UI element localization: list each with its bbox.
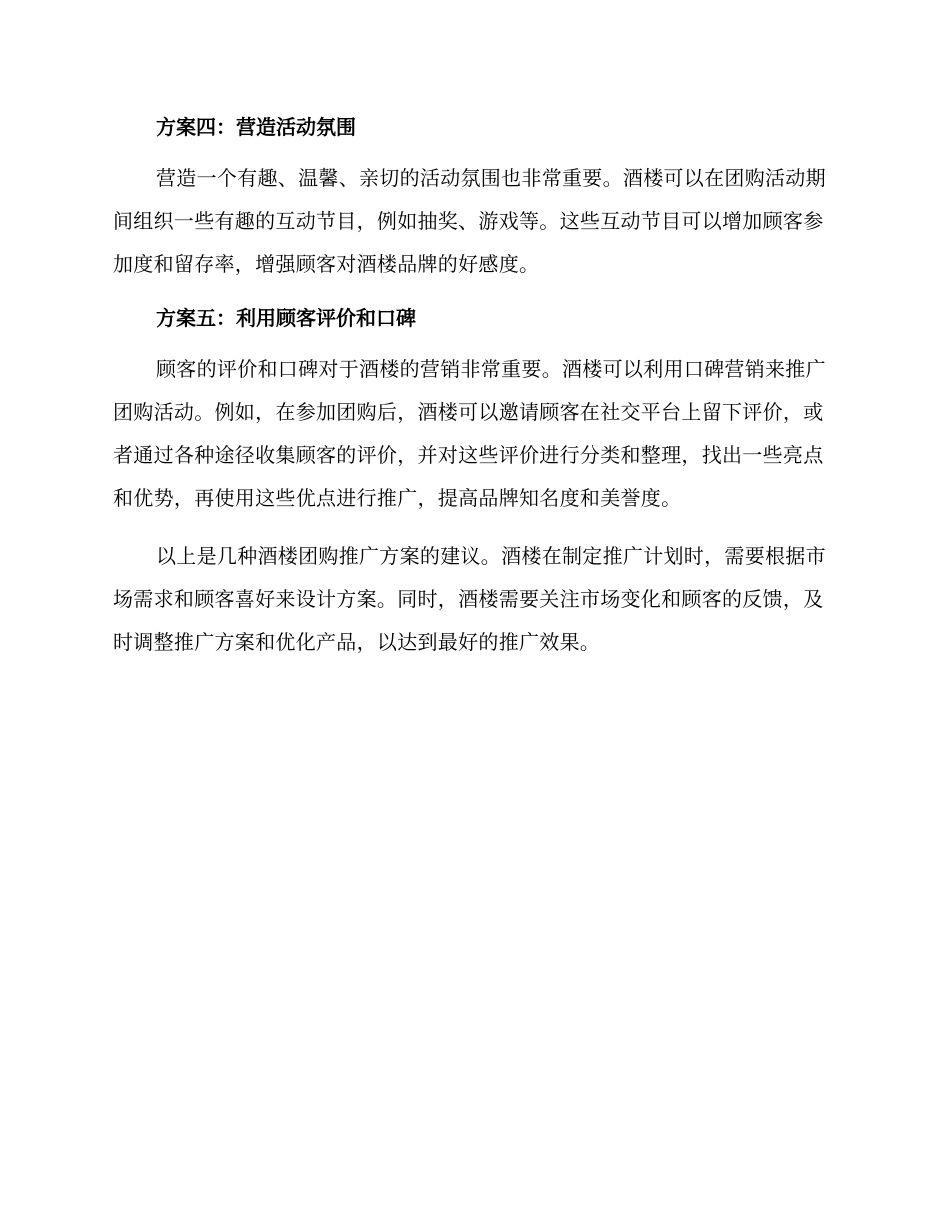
conclusion-paragraph: 以上是几种酒楼团购推广方案的建议。酒楼在制定推广计划时，需要根据市场需求和顾客喜好来设计方案。同时，酒楼需要关注市场变化和顾客的反馈，及时调整推广方案和优化产品，以达到最好的推广效果。	[113, 544, 826, 654]
section-four-paragraph: 营造一个有趣、温馨、亲切的活动氛围也非常重要。酒楼可以在团购活动期间组织一些有趣的互动节目，例如抽奖、游戏等。这些互动节目可以增加顾客参加度和留存率，增强顾客对酒楼品牌的好感度。	[113, 166, 826, 276]
section-four-heading: 方案四：营造活动氛围	[156, 115, 356, 139]
section-five-heading: 方案五：利用顾客评价和口碑	[156, 306, 416, 330]
section-five-paragraph: 顾客的评价和口碑对于酒楼的营销非常重要。酒楼可以利用口碑营销来推广团购活动。例如，在参加团购后，酒楼可以邀请顾客在社交平台上留下评价，或者通过各种途径收集顾客的评价，并对这些评价进行分类和整理，找出一些亮点和优势，再使用这些优点进行推广，提高品牌知名度和美誉度。	[113, 357, 826, 510]
document-body	[113, 110, 833, 679]
